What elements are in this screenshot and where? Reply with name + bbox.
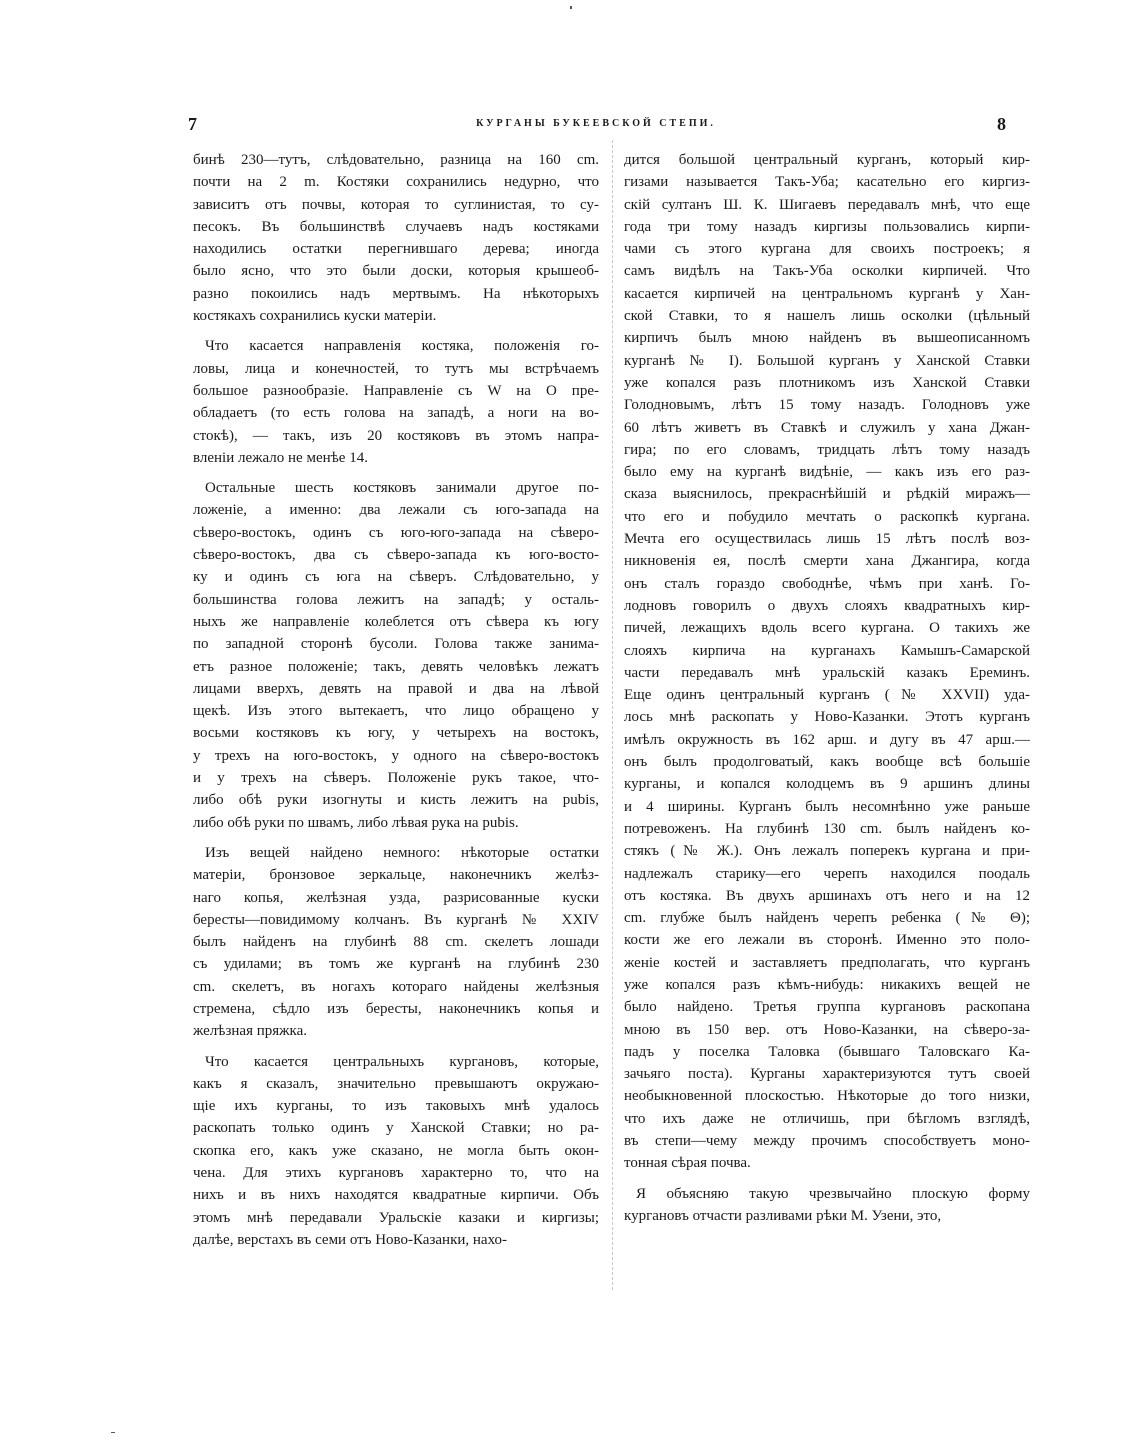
page-header bbox=[186, 112, 1006, 136]
scan-speck-bottom bbox=[111, 1432, 115, 1433]
paragraph bbox=[193, 149, 599, 327]
text-line: дится большой центральный курганъ, который кир- bbox=[624, 152, 1030, 168]
text-line: бинѣ 230—тутъ, слѣдовательно, разница на 160 cm. bbox=[193, 152, 599, 168]
text-line: етъ разное положеніе; такъ, девять человѣкъ лежатъ bbox=[193, 658, 599, 675]
text-line: курганы, и копался колодцемъ въ 9 аршинъ длины bbox=[624, 776, 1030, 793]
text-line: этомъ мнѣ передавали Уральскіе казаки и киргизы; bbox=[193, 1209, 599, 1226]
running-title: КУРГАНЫ БУКЕЕВСКОЙ СТЕПИ. bbox=[476, 118, 716, 129]
paragraph bbox=[624, 1183, 1030, 1228]
text-line: стремена, сѣдло изъ бересты, наконечникъ копья и bbox=[193, 1000, 599, 1017]
text-line: ку и одинъ съ юга на сѣверъ. Слѣдовательно, у bbox=[193, 569, 599, 586]
text-line: слояхъ кирпича на курганахъ Камышъ-Самарской bbox=[624, 642, 1030, 659]
text-line: либо обѣ руки изогнуты и кисть лежитъ на pubis, bbox=[193, 792, 599, 809]
text-line: раскопать только одинъ у Ханской Ставки; но ра- bbox=[193, 1120, 599, 1137]
text-line: нихъ и въ нихъ находятся квадратные кирпичи. Объ bbox=[193, 1187, 599, 1204]
paragraph bbox=[193, 335, 599, 469]
text-line: съ удилами; въ томъ же курганѣ на глубинѣ 230 bbox=[193, 956, 599, 973]
text-line: и у трехъ на сѣверъ. Положеніе рукъ такое, что- bbox=[193, 770, 599, 787]
paragraph bbox=[193, 477, 599, 834]
paragraph-gap bbox=[193, 834, 599, 842]
scan-speck-top bbox=[570, 6, 572, 9]
text-line: cm. глубже былъ найденъ черепъ ребенка (№ Θ); bbox=[624, 910, 1030, 927]
right-text-column bbox=[624, 149, 1030, 1227]
text-line: обладаетъ (то есть голова на западѣ, а ноги на во- bbox=[193, 405, 599, 422]
text-line: что его и побудило мечтать о раскопкѣ кургана. bbox=[624, 508, 1030, 525]
text-line: части передавалъ мнѣ уральскій казакъ Ереминъ. bbox=[624, 664, 1030, 681]
text-line: зачьяго поста). Курганы характеризуются тутъ своей bbox=[624, 1066, 1030, 1083]
text-line: ской Ставки, то я нашелъ лишь осколки (цѣльный bbox=[624, 308, 1030, 325]
text-line: Еще одинъ центральный курганъ (№ XXVII) уда- bbox=[624, 687, 1030, 704]
text-line: стокѣ), — такъ, изъ 20 костяковъ въ этомъ напра- bbox=[193, 427, 599, 444]
text-line: кости же его лежали въ сторонѣ. Именно это поло- bbox=[624, 932, 1030, 949]
text-line: кургановъ отчасти разливами рѣки М. Узени, это, bbox=[624, 1207, 942, 1224]
text-line: лось мнѣ раскопать у Ново-Казанки. Этотъ курганъ bbox=[624, 709, 1030, 726]
text-line: женіе костей и заставляетъ предполагать, что курганъ bbox=[624, 954, 1030, 971]
text-line: ложеніе, а именно: два лежали съ юго-запада на bbox=[193, 502, 599, 519]
text-line: было найдено. Третья группа кургановъ раскопана bbox=[624, 999, 1030, 1016]
text-line: мною въ 150 вер. отъ Ново-Казанки, на сѣверо-за- bbox=[624, 1021, 1030, 1038]
text-line: почти на 2 m. Костяки сохранились недурно, что bbox=[193, 174, 599, 191]
text-line: кирпичъ былъ мною найденъ въ вышеописанномъ bbox=[624, 330, 1030, 347]
text-line: скопка его, какъ уже сказано, не могла быть окон- bbox=[193, 1142, 599, 1159]
text-line: касается кирпичей на центральномъ курганѣ у Хан- bbox=[624, 285, 1030, 302]
text-line: какъ я сказалъ, значительно превышаютъ окружаю- bbox=[193, 1075, 599, 1092]
paragraph-gap bbox=[193, 469, 599, 477]
text-line: онъ былъ продолговатый, какъ вообще всѣ большіе bbox=[624, 754, 1030, 771]
paragraph-gap bbox=[193, 1043, 599, 1051]
text-line: Что касается центральныхъ кургановъ, которые, bbox=[205, 1053, 599, 1070]
text-line: песокъ. Въ большинствѣ случаевъ надъ костяками bbox=[193, 218, 599, 235]
text-line: ныхъ же направленіе колеблется отъ сѣвера къ югу bbox=[193, 613, 599, 630]
text-line: имѣлъ окружность въ 162 арш. и дугу въ 47 арш.— bbox=[624, 731, 1030, 748]
text-line: матеріи, бронзовое зеркальце, наконечникъ желѣз- bbox=[193, 867, 599, 884]
text-line: лодновъ говорилъ о двухъ слояхъ квадратныхъ кир- bbox=[624, 597, 1030, 614]
text-line: было ясно, что это были доски, которыя крышеоб- bbox=[193, 263, 599, 280]
text-line: въ степи—чему между прочимъ способствуетъ моно- bbox=[624, 1133, 1030, 1150]
column-gutter-divider bbox=[612, 140, 614, 1290]
text-line: Изъ вещей найдено немного: нѣкоторые остатки bbox=[205, 844, 599, 861]
text-line: сказа выяснилось, прекраснѣйшій и рѣдкій миражъ— bbox=[624, 486, 1030, 503]
text-line: ловы, лица и конечностей, то тутъ мы встрѣчаемъ bbox=[193, 360, 599, 377]
text-line: падъ у поселка Таловка (бывшаго Таловскаго Ка- bbox=[624, 1043, 1030, 1060]
text-line: 60 лѣтъ живетъ въ Ставкѣ и служилъ у хана Джан- bbox=[624, 419, 1030, 436]
text-line: большое разнообразіе. Направленіе съ W на O пре- bbox=[193, 382, 599, 399]
paragraph-gap bbox=[624, 1175, 1030, 1183]
text-line: гизами называется Такъ-Уба; касательно его киргиз- bbox=[624, 174, 1030, 191]
text-line: лицами вверхъ, девять на правой и два на лѣвой bbox=[193, 680, 599, 697]
text-line: восьми костяковъ къ югу, у четырехъ на востокъ, bbox=[193, 725, 599, 742]
text-line: уже копался разъ плотникомъ изъ Ханской Ставки bbox=[624, 374, 1030, 391]
paragraph-gap bbox=[193, 327, 599, 335]
text-line: разно покоились надъ мертвымъ. На нѣкоторыхъ bbox=[193, 285, 599, 302]
text-line: и 4 ширины. Курганъ былъ несомнѣнно уже раньше bbox=[624, 798, 1030, 815]
text-line: никновенія ея, послѣ смерти хана Джангира, когда bbox=[624, 553, 1030, 570]
text-line: чами съ этого кургана для своихъ построекъ; я bbox=[624, 241, 1030, 258]
text-line: чена. Для этихъ кургановъ характерно то, что на bbox=[193, 1165, 599, 1182]
text-line: отъ костяка. Въ двухъ аршинахъ отъ него и на 12 bbox=[624, 887, 1030, 904]
text-line: cm. скелетъ, въ ногахъ котораго найдены желѣзныя bbox=[193, 978, 599, 995]
text-line: тонная сѣрая почва. bbox=[624, 1155, 751, 1172]
text-line: бересты—повидимому колчанъ. Въ курганѣ № XXIV bbox=[193, 911, 599, 928]
text-line: у трехъ на юго-востокъ, у одного на сѣверо-востокъ bbox=[193, 747, 599, 764]
text-line: что ихъ даже не отличишь, при бѣгломъ взглядѣ, bbox=[624, 1110, 1030, 1127]
text-line: либо обѣ руки по швамъ, либо лѣвая рука на pubis. bbox=[193, 814, 519, 831]
text-line: Голодновымъ, лѣтъ 15 тому назадъ. Голодновъ уже bbox=[624, 397, 1030, 414]
text-line: далѣе, верстахъ въ семи отъ Ново-Казанки, нахо- bbox=[193, 1231, 508, 1248]
text-line: вленіи лежало не менѣе 14. bbox=[193, 449, 368, 466]
right-page-number: 8 bbox=[997, 114, 1006, 134]
text-line: Что касается направленія костяка, положенія го- bbox=[205, 338, 599, 355]
text-line: находились остатки перегнившаго дерева; иногда bbox=[193, 241, 599, 258]
text-line: онъ сталъ гораздо свободнѣе, чѣмъ при ханѣ. Го- bbox=[624, 575, 1030, 592]
text-line: пичей, лежащихъ вдоль всего кургана. О такихъ же bbox=[624, 620, 1030, 637]
text-line: надлежалъ старику—его черепъ находился поодаль bbox=[624, 865, 1030, 882]
text-line: наго копья, желѣзная узда, разрисованные куски bbox=[193, 889, 599, 906]
left-page-number: 7 bbox=[188, 114, 197, 134]
text-line: гира; по его словамъ, тридцать лѣтъ тому назадъ bbox=[624, 441, 1030, 458]
text-line: большинства голова лежитъ на западѣ; у осталь- bbox=[193, 591, 599, 608]
paragraph bbox=[193, 1051, 599, 1252]
text-line: костякахъ сохранились куски матеріи. bbox=[193, 308, 437, 325]
text-line: Я объясняю такую чрезвычайно плоскую форму bbox=[636, 1185, 1030, 1202]
text-line: необыкновенной плоскостью. Нѣкоторые до того низки, bbox=[624, 1088, 1030, 1105]
text-line: по западной сторонѣ бусоли. Голова также занима- bbox=[193, 636, 599, 653]
text-line: было ему на курганѣ видѣніе, — какъ изъ его раз- bbox=[624, 464, 1030, 481]
text-line: Мечта его осуществилась лишь 15 лѣтъ послѣ воз- bbox=[624, 531, 1030, 548]
text-line: скій султанъ Ш. К. Шигаевъ передавалъ мнѣ, что еще bbox=[624, 196, 1030, 213]
text-line: стякъ (№ Ж.). Онъ лежалъ поперекъ кургана и при- bbox=[624, 843, 1030, 860]
text-line: щіе ихъ курганы, то изъ таковыхъ мнѣ удалось bbox=[193, 1098, 599, 1115]
text-line: щекѣ. Изъ этого вытекаетъ, что лицо обращено у bbox=[193, 703, 599, 720]
text-line: уже копался разъ кѣмъ-нибудь: никакихъ вещей не bbox=[624, 976, 1030, 993]
text-line: Остальные шесть костяковъ занимали другое по- bbox=[205, 480, 599, 497]
text-line: курганѣ № I). Большой курганъ у Ханской Ставки bbox=[624, 352, 1030, 369]
text-line: зависитъ отъ почвы, которая то суглинистая, то су- bbox=[193, 196, 599, 213]
text-line: сѣверо-востокъ, два съ сѣверо-запада къ юго-восто- bbox=[193, 547, 599, 564]
text-line: желѣзная пряжка. bbox=[193, 1023, 307, 1040]
text-line: потревоженъ. На глубинѣ 130 cm. былъ найденъ ко- bbox=[624, 820, 1030, 837]
text-line: былъ найденъ на глубинѣ 88 cm. скелетъ лошади bbox=[193, 934, 599, 951]
paragraph bbox=[624, 149, 1030, 1175]
text-line: самъ видѣлъ на Такъ-Уба осколки кирпичей. Что bbox=[624, 263, 1030, 280]
text-line: сѣверо-востокъ, одинъ съ юго-юго-запада на сѣверо- bbox=[193, 524, 599, 541]
left-text-column bbox=[193, 149, 599, 1251]
paragraph bbox=[193, 842, 599, 1043]
text-line: года три тому назадъ киргизы пользовались кирпи- bbox=[624, 218, 1030, 235]
